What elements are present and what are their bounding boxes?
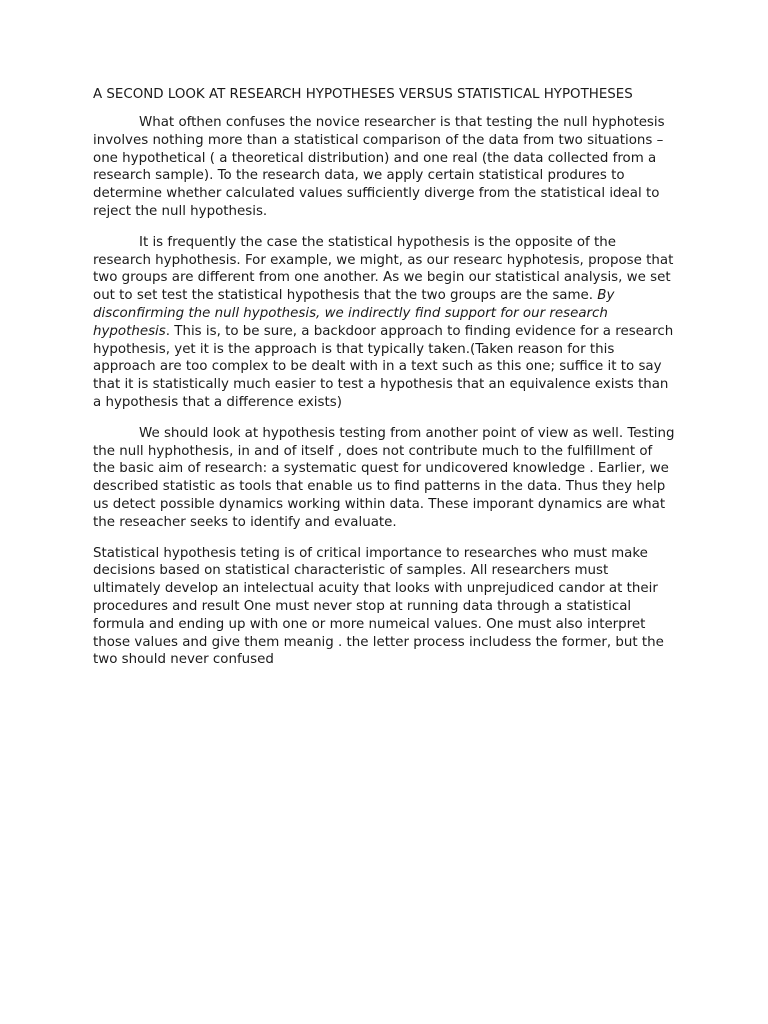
paragraph-4: Statistical hypothesis teting is of critical importance to researches who must make decisions based on statistical characteristic of samples. All researchers must ultimately develop an intelectual acuity that looks with unprejudiced candor at their procedures and result One must never stop at running data through a statistical formula and ending up with one or more numeical values. One must also interpret those values and give them meanig . the letter process includess the former, but the two should never confused [93, 545, 664, 668]
document-page [93, 86, 675, 682]
paragraph-3: We should look at hypothesis testing from another point of view as well. Testing the null hyphothesis, in and of itself , does not contribute much to the fulfillment of the basic aim of research: a systematic quest for undicovered knowledge . Earlier, we described statistic as tools that enable us to find patterns in the data. Thus they help us detect possible dynamics working within data. These imporant dynamics are what the reseacher seeks to identify and evaluate. [93, 425, 675, 530]
paragraph-1: What ofthen confuses the novice researcher is that testing the null hyphotesis involves nothing more than a statistical comparison of the data from two situations – one hypothetical ( a theoretical distribution) and one real (the data collected from a research sample). To the research data, we apply certain statistical produres to determine whether calculated values sufficiently diverge from the statistical ideal to reject the null hypothesis. [93, 115, 665, 219]
document-title: A SECOND LOOK AT RESEARCH HYPOTHESES VERSUS STATISTICAL HYPOTHESES [93, 87, 633, 102]
paragraph-2-text-before: It is frequently the case the statistical hypothesis is the opposite of the research hyphothesis. For example, we might, as our researc hyphotesis, propose that two groups are different from one another. As we begin our statistical analysis, we set out to set test the statistical hypothesis that the two groups are the same. [93, 234, 674, 304]
paragraph-2 [93, 234, 675, 412]
paragraph-2-italic-text: By disconfirming the null hypothesis, we indirectly find support for our research hypothesis [93, 288, 615, 339]
paragraph-2-text-after: . This is, to be sure, a backdoor approach to finding evidence for a research hypothesis, yet it is the approach is that typically taken.(Taken reason for this approach are too complex to be dealt with in a text such as this one; suffice it to say that it is statistically much easier to test a hypothesis that an equivalence exists than a hypothesis that a difference exists) [93, 323, 674, 410]
